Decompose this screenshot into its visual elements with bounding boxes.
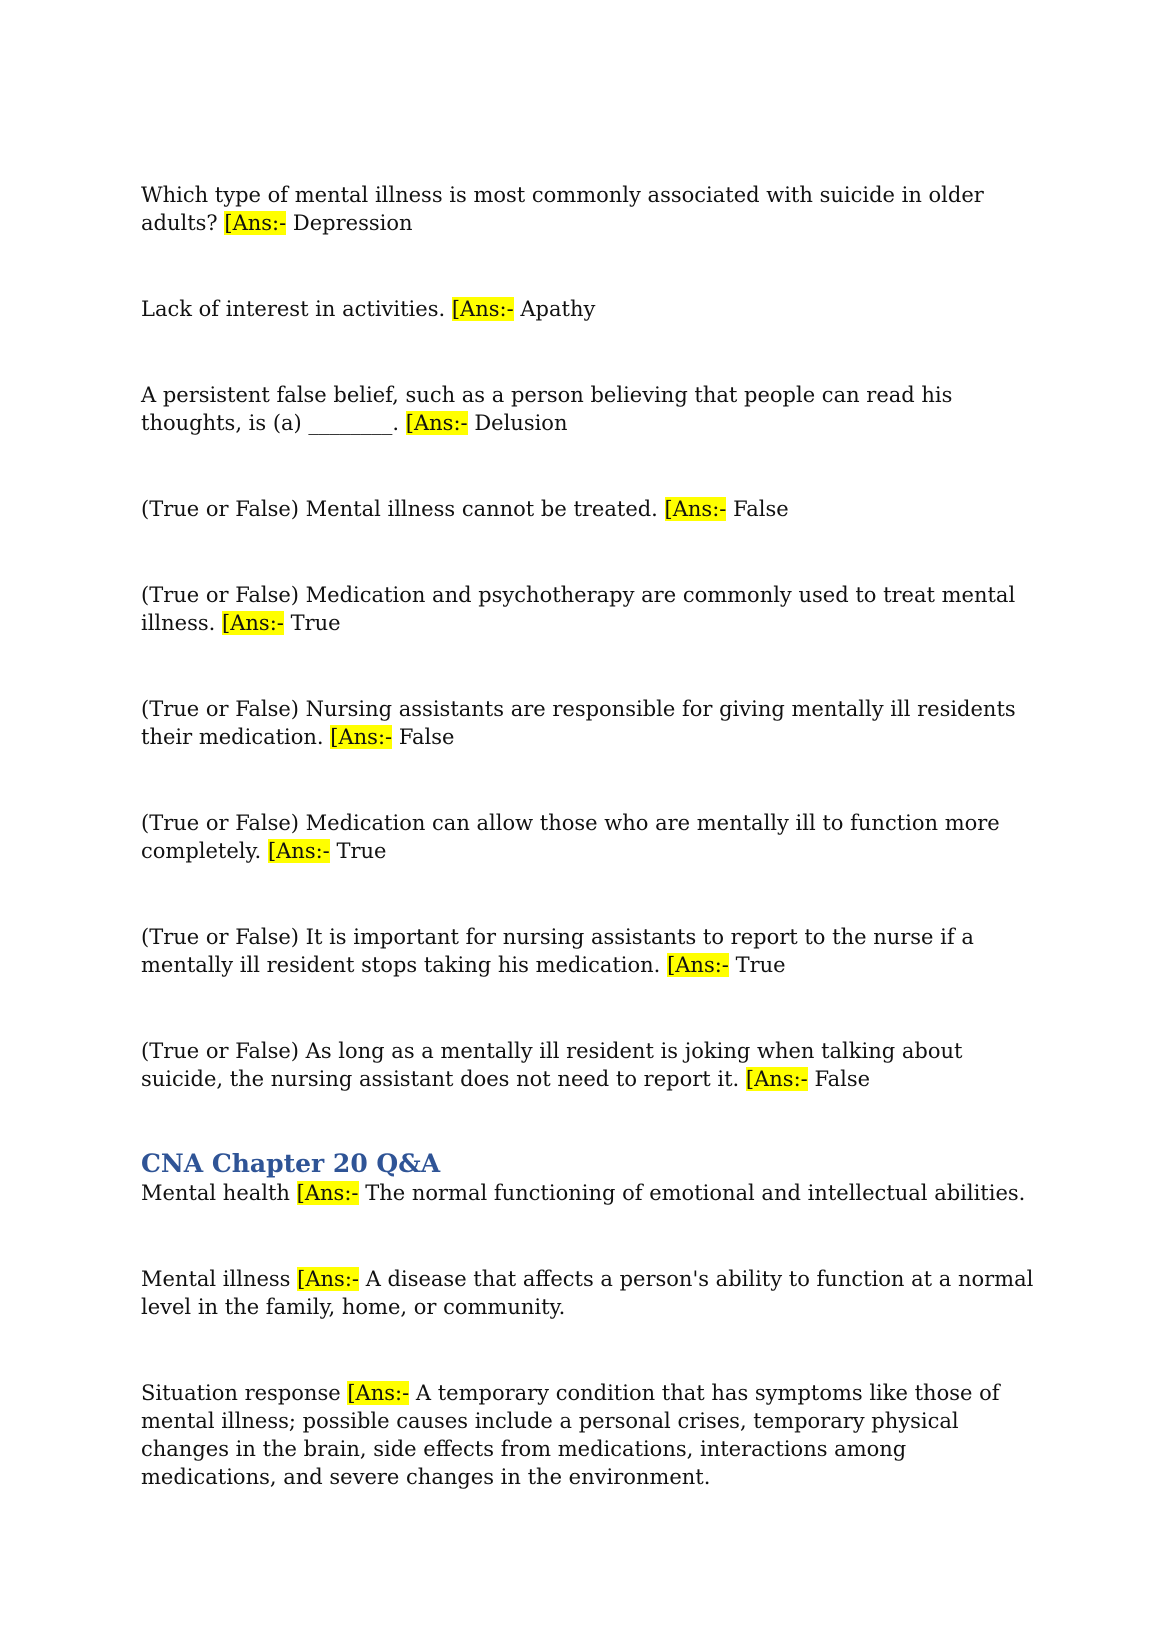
answer-marker: [Ans:-: [405, 411, 468, 435]
question-text: (True or False) Mental illness cannot be treated.: [141, 497, 658, 521]
question-text: (True or False) It is important for nursing assistants to report to the nurse if a mentally ill resident stops taking his medication.: [141, 925, 974, 977]
question-text: (True or False) Medication and psychotherapy are commonly used to treat mental illness.: [141, 583, 1016, 635]
question-text: (True or False) Nursing assistants are responsible for giving mentally ill residents their medication.: [141, 697, 1016, 749]
answer-marker: [Ans:-: [451, 297, 514, 321]
qa-item: [141, 381, 1041, 437]
question-text: A persistent false belief, such as a person believing that people can read his thoughts, is (a) ________.: [141, 383, 953, 435]
qa-item: [141, 495, 1041, 523]
answer-marker: [Ans:-: [297, 1267, 359, 1291]
answer-marker: [Ans:-: [267, 839, 330, 863]
answer-text: False: [733, 497, 789, 521]
qa-item: [141, 181, 1041, 237]
answer-marker: [Ans:-: [667, 953, 729, 977]
answer-text: Apathy: [520, 297, 596, 321]
qa-item: [141, 1265, 1041, 1321]
question-text: Lack of interest in activities.: [141, 297, 446, 321]
section-heading: CNA Chapter 20 Q&A: [141, 1149, 441, 1178]
definition-text: A disease that affects a person's ability to function at a normal level in the family, home, or community.: [141, 1267, 1034, 1319]
answer-marker: [Ans:-: [224, 211, 287, 235]
answer-marker: [Ans:-: [664, 497, 727, 521]
answer-text: Depression: [292, 211, 413, 235]
term-text: Mental illness: [141, 1267, 291, 1291]
qa-item: [141, 581, 1041, 637]
answer-text: Delusion: [474, 411, 568, 435]
term-text: Situation response: [141, 1381, 341, 1405]
document-page: [141, 181, 1041, 1549]
answer-text: False: [814, 1067, 871, 1091]
term-text: Mental health: [141, 1181, 290, 1205]
qa-item: [141, 695, 1041, 751]
qa-item: [141, 1037, 1041, 1093]
answer-marker: [Ans:-: [222, 611, 284, 635]
definition-text: The normal functioning of emotional and intellectual abilities.: [365, 1181, 1026, 1205]
answer-text: True: [735, 953, 786, 977]
qa-item: [141, 1179, 1041, 1207]
question-text: Which type of mental illness is most commonly associated with suicide in older adults?: [141, 183, 984, 235]
answer-marker: [Ans:-: [330, 725, 393, 749]
answer-text: True: [290, 611, 341, 635]
question-text: (True or False) Medication can allow those who are mentally ill to function more completely.: [141, 811, 1000, 863]
qa-item: [141, 923, 1041, 979]
answer-marker: [Ans:-: [296, 1181, 359, 1205]
definition-text: A temporary condition that has symptoms like those of mental illness; possible causes include a personal crises, temporary physical changes in the brain, side effects from medications, interactions among medications, and severe changes in the environment.: [141, 1381, 1000, 1489]
qa-item: [141, 295, 1041, 323]
answer-text: False: [398, 725, 455, 749]
qa-item: [141, 1379, 1041, 1491]
question-text: (True or False) As long as a mentally ill resident is joking when talking about suicide, the nursing assistant does not need to report it.: [141, 1039, 963, 1091]
answer-marker: [Ans:-: [745, 1067, 808, 1091]
qa-item: [141, 809, 1041, 865]
answer-marker: [Ans:-: [347, 1381, 410, 1405]
answer-text: True: [336, 839, 387, 863]
